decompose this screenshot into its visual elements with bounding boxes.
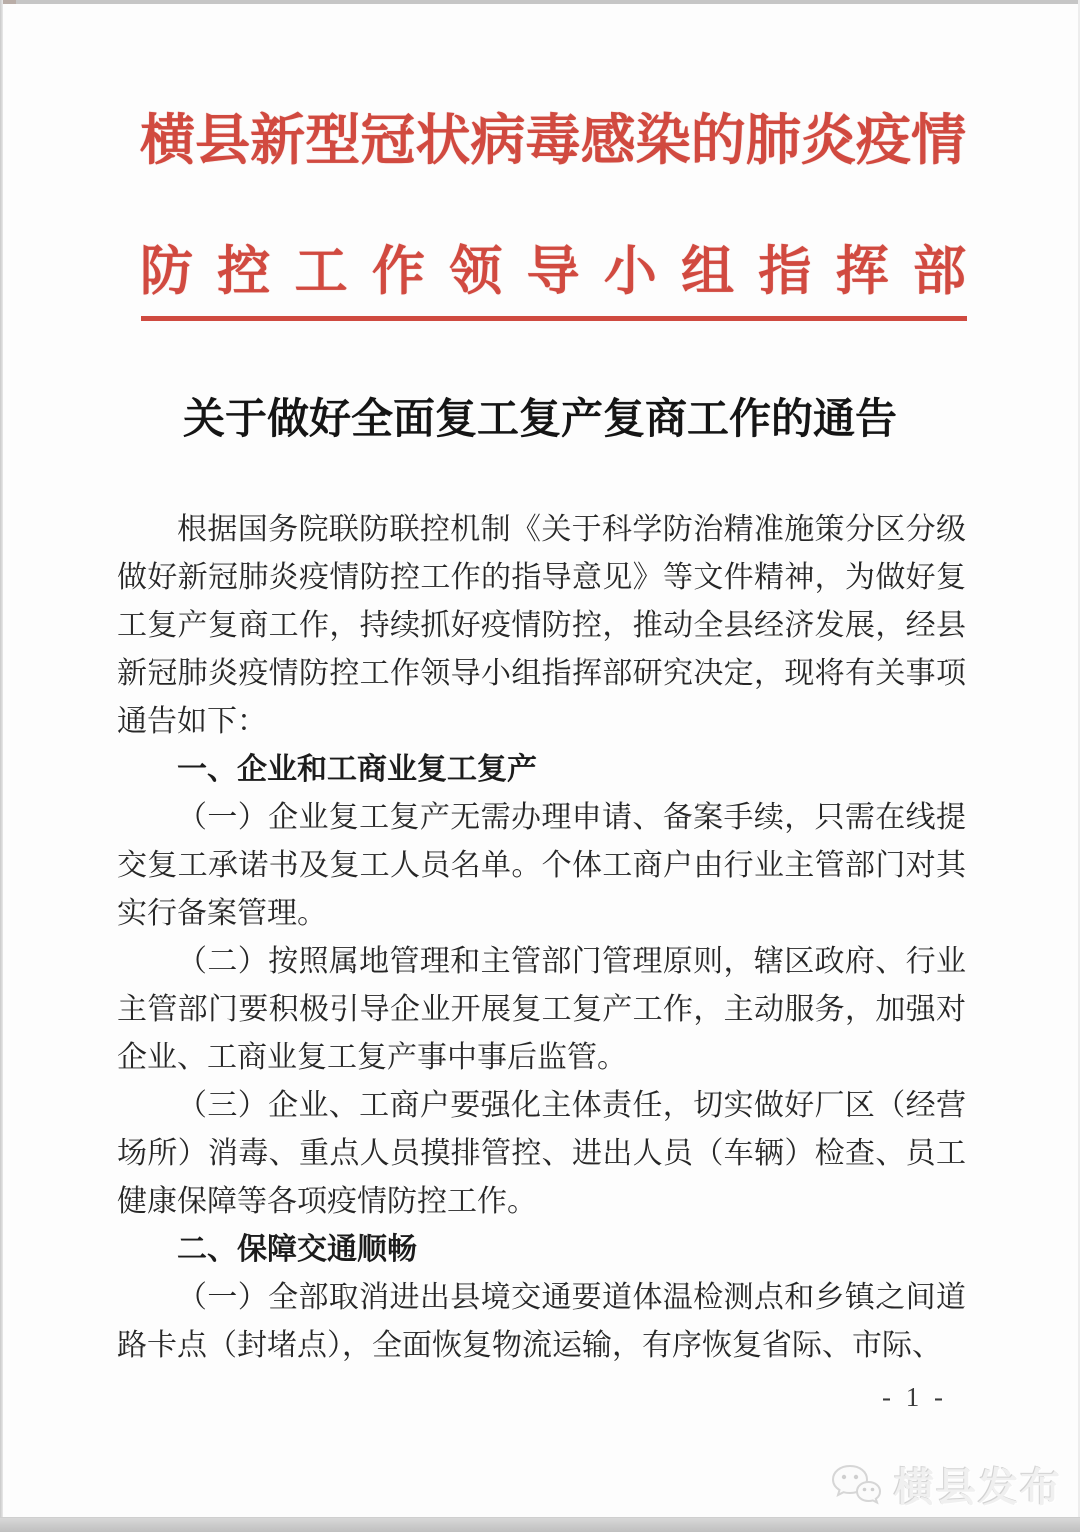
section1-item-3: （三）企业、工商户要强化主体责任，切实做好厂区（经营场所）消毒、重点人员摸排管控、进出人员（车辆）检查、员工健康保障等各项疫情防控工作。: [117, 1089, 966, 1218]
section1-item-2: （二）按照属地管理和主管部门管理原则，辖区政府、行业主管部门要积极引导企业开展复工复产工作，主动服务，加强对企业、工商业复工复产事中事后监管。: [117, 945, 966, 1074]
letterhead-divider: [141, 316, 967, 321]
section2-item-1: （一）全部取消进出县境交通要道体温检测点和乡镇之间道路卡点（封堵点），全面恢复物流运输，有序恢复省际、市际、: [117, 1281, 966, 1362]
letterhead-line2: 防控工作领导小组指挥部: [140, 242, 966, 301]
section1-item-1: （一）企业复工复产无需办理申请、备案手续，只需在线提交复工承诺书及复工人员名单。个体工商户由行业主管部门对其实行备案管理。: [117, 801, 966, 930]
intro-paragraph: 根据国务院联防联控机制《关于科学防治精准施策分区分级做好新冠肺炎疫情防控工作的指导意见》等文件精神，为做好复工复产复商工作，持续抓好疫情防控，推动全县经济发展，经县新冠肺炎疫情防控工作领导小组指挥部研究决定，现将有关事项通告如下：: [117, 513, 966, 738]
letterhead-line1: 横县新型冠状病毒感染的肺炎疫情: [140, 109, 966, 171]
scan-top-edge: [0, 0, 1080, 4]
scan-left-edge: [0, 0, 3, 1532]
publisher-watermark: [830, 1456, 1062, 1513]
scan-bottom-edge: [0, 1517, 1080, 1532]
wechat-icon: [830, 1463, 882, 1507]
section2-heading: 二、保障交通顺畅: [177, 1233, 417, 1266]
page-number: - 1 -: [882, 1382, 947, 1412]
publisher-name: 横县发布: [894, 1466, 1062, 1510]
section1-heading: 一、企业和工商业复工复产: [177, 753, 537, 786]
notice-title: 关于做好全面复工复产复商工作的通告: [182, 397, 897, 443]
notice-body: [117, 506, 966, 1370]
